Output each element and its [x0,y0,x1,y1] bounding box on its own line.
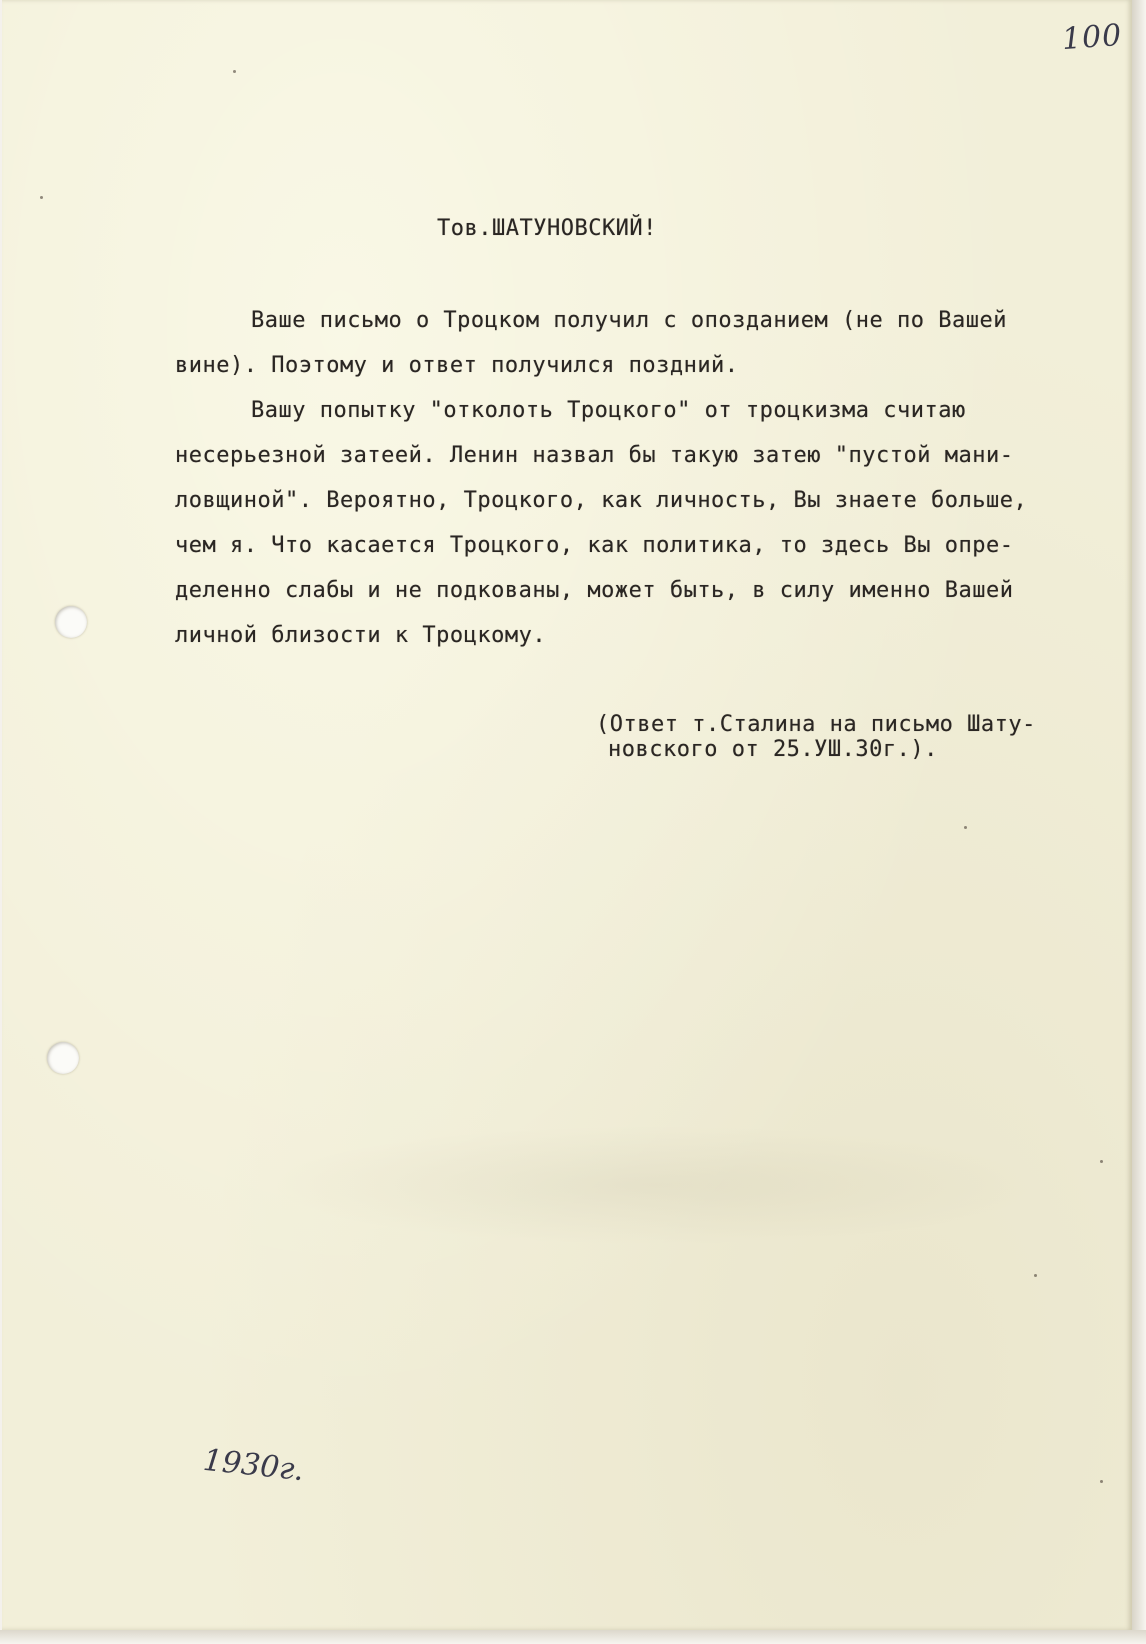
paper-speck [1034,1274,1037,1277]
salutation: Тов.ШАТУНОВСКИЙ! [437,216,657,241]
body-line: несерьезной затеей. Ленин назвал бы такую затею "пустой мани- [175,443,1014,468]
body-line: Вашу попытку "отколоть Троцкого" от троцкизма считаю [251,398,966,423]
document-page [2,0,1132,1630]
paper-speck [233,70,236,73]
body-line: чем я. Что касается Троцкого, как политика, то здесь Вы опре- [175,533,1014,558]
source-note-line: новского от 25.УШ.30г.). [608,737,938,762]
paper-speck [1100,1480,1103,1483]
punch-hole [55,606,87,638]
punch-hole [47,1042,79,1074]
source-note-line: (Ответ т.Сталина на письмо Шату- [596,712,1036,737]
body-line: деленно слабы и не подкованы, может быть, в силу именно Вашей [175,578,1014,603]
paper-speck [40,196,43,199]
body-line: ловщиной". Вероятно, Троцкого, как личность, Вы знаете больше, [175,488,1028,513]
archive-page-number: 100 [1060,17,1124,58]
page-edge-bottom [0,1630,1146,1644]
source-note [596,712,1036,762]
paper-speck [1100,1160,1103,1163]
body-line: вине). Поэтому и ответ получился поздний. [175,353,739,378]
page-edge-right [1132,0,1146,1644]
handwritten-date: 1930г. [201,1442,306,1489]
body-line: Ваше письмо о Троцком получил с опозданием (не по Вашей [251,308,1007,333]
body-line: личной близости к Троцкому. [175,623,547,648]
paper-speck [964,826,967,829]
bleed-through-stain [265,1125,1045,1245]
